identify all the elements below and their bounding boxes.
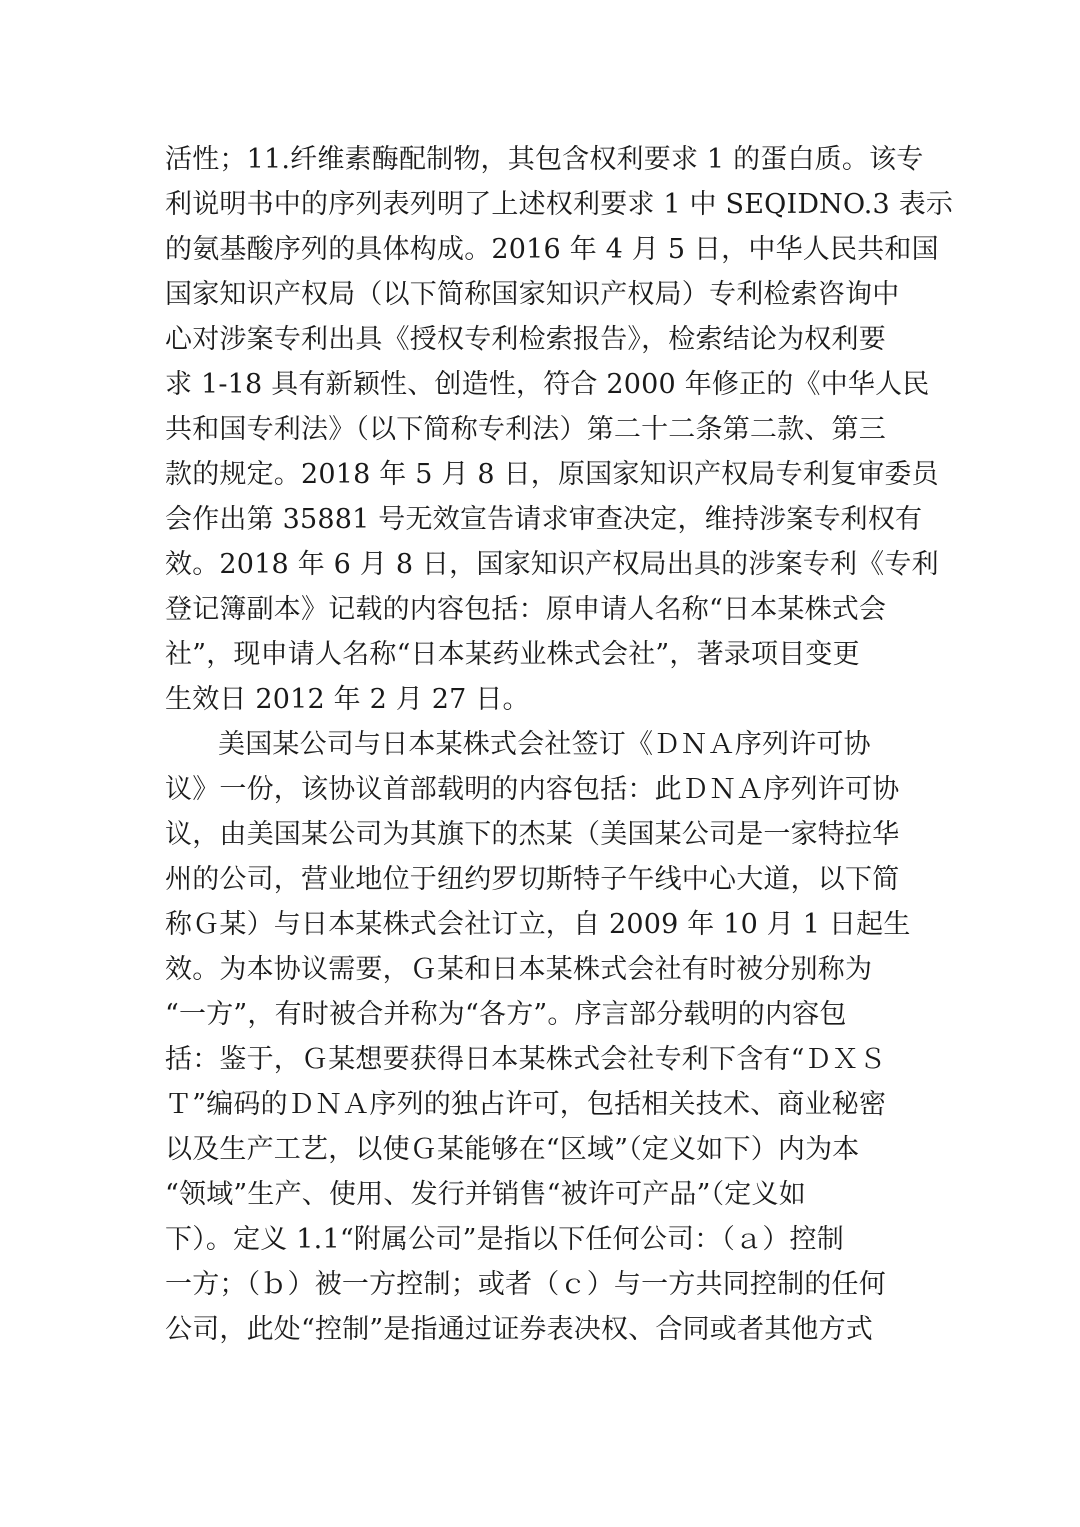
text-line: 活性；11.纤维素酶配制物，其包含权利要求 1 的蛋白质。该专 xyxy=(165,144,924,175)
text-line: 议》一份，该协议首部载明的内容包括：此ＤＮＡ序列许可协 xyxy=(165,774,900,805)
text-line: 的氨基酸序列的具体构成。2016 年 4 月 5 日，中华人民共和国 xyxy=(165,234,939,265)
text-line: 下）。定义 1.1“附属公司”是指以下任何公司：（ａ）控制 xyxy=(165,1224,844,1255)
text-line: “领域”生产、使用、发行并销售“被许可产品”（定义如 xyxy=(165,1179,806,1210)
text-line: 州的公司，营业地位于纽约罗切斯特子午线中心大道，以下简 xyxy=(165,864,900,895)
text-line: 效。为本协议需要，Ｇ某和日本某株式会社有时被分别称为 xyxy=(165,954,873,985)
text-line: 议，由美国某公司为其旗下的杰某（美国某公司是一家特拉华 xyxy=(165,819,900,850)
text-line: 会作出第 35881 号无效宣告请求审查决定，维持涉案专利权有 xyxy=(165,504,923,535)
text-line: 登记簿副本》记载的内容包括：原申请人名称“日本某株式会 xyxy=(165,594,887,625)
text-line: 公司，此处“控制”是指通过证券表决权、合同或者其他方式 xyxy=(165,1314,874,1345)
text-line: 社”，现申请人名称“日本某药业株式会社”，著录项目变更 xyxy=(165,639,860,670)
text-line: 生效日 2012 年 2 月 27 日。 xyxy=(165,684,530,715)
paragraph-license-agreement xyxy=(165,722,911,1352)
text-line: “一方”，有时被合并称为“各方”。序言部分载明的内容包 xyxy=(165,999,847,1030)
text-line: 国家知识产权局（以下简称国家知识产权局）专利检索咨询中 xyxy=(165,279,900,310)
text-line: 效。2018 年 6 月 8 日，国家知识产权局出具的涉案专利《专利 xyxy=(165,549,939,580)
text-line: 利说明书中的序列表列明了上述权利要求 1 中 SEQIDNO.3 表示 xyxy=(165,189,954,220)
text-line: Ｔ”编码的ＤＮＡ序列的独占许可，包括相关技术、商业秘密 xyxy=(165,1089,887,1120)
text-line: 称Ｇ某）与日本某株式会社订立，自 2009 年 10 月 1 日起生 xyxy=(165,909,911,940)
text-line: 括：鉴于，Ｇ某想要获得日本某株式会社专利下含有“ＤＸＳ xyxy=(165,1044,887,1075)
paragraph-patent-details xyxy=(165,137,954,722)
text-line: 心对涉案专利出具《授权专利检索报告》，检索结论为权利要 xyxy=(165,324,886,355)
text-line: 以及生产工艺，以使Ｇ某能够在“区域”（定义如下）内为本 xyxy=(165,1134,860,1165)
text-line: 共和国专利法》（以下简称专利法）第二十二条第二款、第三 xyxy=(165,414,886,445)
text-line: 款的规定。2018 年 5 月 8 日，原国家知识产权局专利复审委员 xyxy=(165,459,939,490)
text-line: 美国某公司与日本某株式会社签订《ＤＮＡ序列许可协 xyxy=(218,729,871,760)
text-line: 一方；（ｂ）被一方控制；或者（ｃ）与一方共同控制的任何 xyxy=(165,1269,886,1300)
document-page xyxy=(165,137,954,1352)
text-line: 求 1-18 具有新颖性、创造性，符合 2000 年修正的《中华人民 xyxy=(165,369,930,400)
